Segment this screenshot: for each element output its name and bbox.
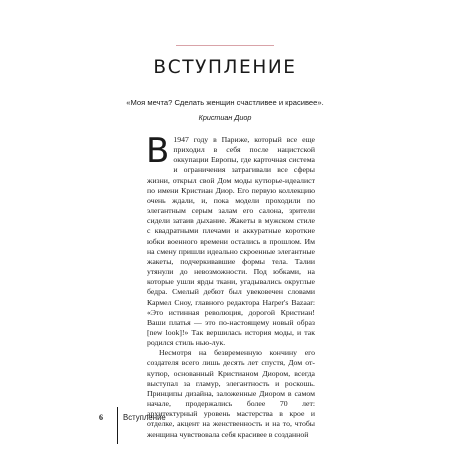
paragraph-1-text: 1947 году в Париже, который все еще приходил в себя после нацистской оккупации Европы, где карточная система и ограничения затрагивали все сферы жизни, открыл свой Дом моды кутюрье-идеалист по имени Кристиан Диор. Его первую коллекцию очень ждали, и, пока модели проходили по элегантным серым залам его салона, зрители сидели затаив дыхание. Жакеты в мужском стиле с квадратными плечами и аккуратные короткие юбки военного времени остались в прошлом. Им на смену пришли идеально скроенные элегантные жакеты, подчеркивавшие формы тела. Талии утянули до невозможности. Под юбками, на которые ушли ярды ткани, угадывались округлые бедра. Смелый дебют был увековечен словами Кармел Сноу, главного редактора Harper's Bazaar: «Это истинная революция, дорогой Кристиан! Ваши платья — это по-настоящему новый образ [new look]!» Так вершилась история моды, и так родился стиль нью-лук. — [147, 135, 315, 348]
paragraph-2: Несмотря на безвременную кончину его создателя всего лишь десять лет спустя, Дом от-кутюр, основанный Кристианом Диором, всегда выступал за гламур, элегантность и роскошь. Принципы дизайна, заложенные Диором в самом начале, продержались более 70 лет: архитектурный уровень мастерства в крое и отделке, акцент на женственность и на то, чтобы женщина чувствовала себя красивее в созданной — [147, 348, 315, 439]
body-text — [146, 131, 315, 440]
running-head: Вступление — [123, 413, 166, 422]
chapter-title: ВСТУПЛЕНИЕ — [153, 57, 297, 78]
drop-cap: В — [146, 131, 170, 171]
epigraph-quote: «Моя мечта? Сделать женщин счастливее и красивее». — [126, 98, 324, 107]
paragraph-1 — [146, 131, 315, 348]
footer-divider — [117, 407, 118, 444]
page-number: 6 — [99, 413, 103, 422]
epigraph-attribution: Кристиан Диор — [198, 113, 252, 122]
decorative-top-rule — [176, 45, 274, 46]
